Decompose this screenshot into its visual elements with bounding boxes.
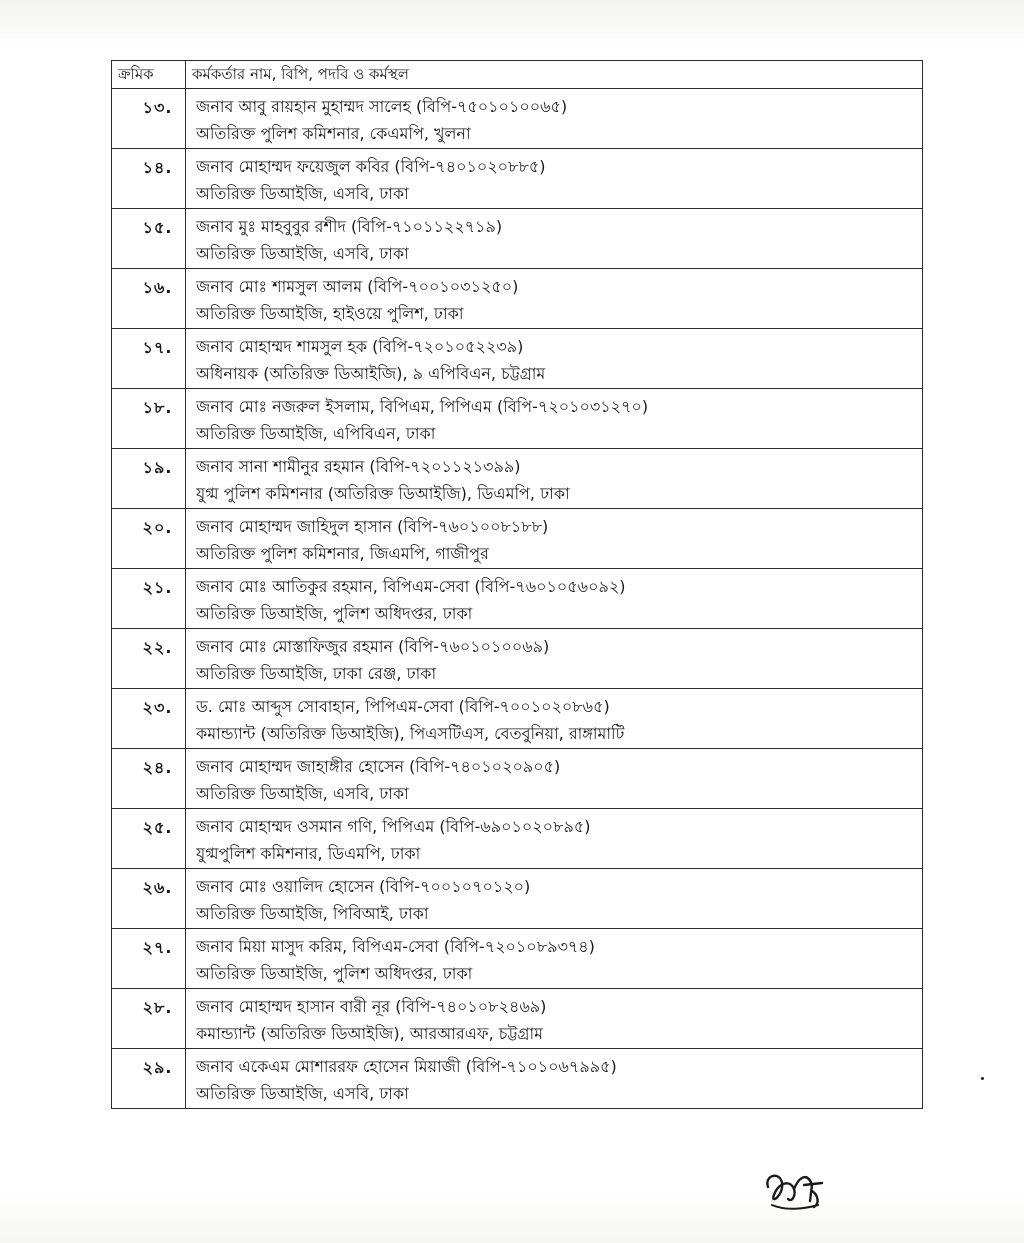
officer-post: অতিরিক্ত ডিআইজি, হাইওয়ে পুলিশ, ঢাকা xyxy=(196,304,464,323)
row-detail xyxy=(186,689,923,749)
officer-post: অতিরিক্ত ডিআইজি, পুলিশ অধিদপ্তর, ঢাকা xyxy=(196,604,473,623)
officer-post: অতিরিক্ত ডিআইজি, এসবি, ঢাকা xyxy=(196,184,409,203)
table-header-row xyxy=(112,61,923,89)
officer-post: অতিরিক্ত ডিআইজি, পুলিশ অধিদপ্তর, ঢাকা xyxy=(196,964,473,983)
officer-name: জনাব মোহাম্মদ শামসুল হক (বিপি-৭২০১০৫২২৩৯) xyxy=(196,337,524,356)
table-row xyxy=(112,329,923,389)
officer-list-table xyxy=(111,60,923,1109)
row-detail xyxy=(186,209,923,269)
row-detail xyxy=(186,269,923,329)
table-row xyxy=(112,1049,923,1109)
officer-name: ড. মোঃ আব্দুস সোবাহান, পিপিএম-সেবা (বিপি-৭০০১০২০৮৬৫) xyxy=(196,697,610,716)
row-serial: ২২. xyxy=(112,629,186,689)
table-row xyxy=(112,149,923,209)
row-detail xyxy=(186,989,923,1049)
officer-name: জনাব মোহাম্মদ জাহিদুল হাসান (বিপি-৭৬০১০০৮১৮৮) xyxy=(196,517,549,536)
officer-name: জনাব মোহাম্মদ ওসমান গণি, পিপিএম (বিপি-৬৯০১০২০৮৯৫) xyxy=(196,817,591,836)
row-serial: ১৮. xyxy=(112,389,186,449)
officer-name: জনাব মিয়া মাসুদ করিম, বিপিএম-সেবা (বিপি-৭২০১০৮৯৩৭৪) xyxy=(196,937,595,956)
handwritten-signature xyxy=(760,1165,830,1215)
row-serial: ২০. xyxy=(112,509,186,569)
header-detail: কর্মকর্তার নাম, বিপি, পদবি ও কর্মস্থল xyxy=(186,61,923,89)
row-detail xyxy=(186,749,923,809)
officer-name: জনাব সানা শামীনুর রহমান (বিপি-৭২০১১২১৩৯৯) xyxy=(196,457,521,476)
row-serial: ২৪. xyxy=(112,749,186,809)
officer-post: কমান্ড্যান্ট (অতিরিক্ত ডিআইজি), পিএসটিএস, বেতবুনিয়া, রাঙ্গামাটি xyxy=(196,724,625,743)
row-serial: ১৩. xyxy=(112,89,186,149)
table-row xyxy=(112,389,923,449)
row-detail xyxy=(186,509,923,569)
officer-name: জনাব মোঃ মোস্তাফিজুর রহমান (বিপি-৭৬০১০১০০৬৯) xyxy=(196,637,550,656)
row-serial: ২৩. xyxy=(112,689,186,749)
row-serial: ২১. xyxy=(112,569,186,629)
row-detail xyxy=(186,89,923,149)
officer-post: কমান্ড্যান্ট (অতিরিক্ত ডিআইজি), আরআরএফ, চট্টগ্রাম xyxy=(196,1024,543,1043)
row-serial: ২৮. xyxy=(112,989,186,1049)
table-row xyxy=(112,269,923,329)
row-serial: ১৭. xyxy=(112,329,186,389)
officer-name: জনাব আবু রায়হান মুহাম্মদ সালেহ (বিপি-৭৫০১০১০০৬৫) xyxy=(196,97,568,116)
table-row xyxy=(112,89,923,149)
header-serial: ক্রমিক xyxy=(112,61,186,89)
row-detail xyxy=(186,809,923,869)
table-row xyxy=(112,629,923,689)
row-detail xyxy=(186,149,923,209)
scan-speck xyxy=(981,1077,984,1080)
row-detail xyxy=(186,569,923,629)
officer-name: জনাব মোঃ নজরুল ইসলাম, বিপিএম, পিপিএম (বিপি-৭২০১০৩১২৭০) xyxy=(196,397,649,416)
officer-post: অধিনায়ক (অতিরিক্ত ডিআইজি), ৯ এপিবিএন, চট্টগ্রাম xyxy=(196,364,546,383)
officer-name: জনাব মোঃ শামসুল আলম (বিপি-৭০০১০৩১২৫০) xyxy=(196,277,519,296)
table-row xyxy=(112,449,923,509)
table-row xyxy=(112,569,923,629)
row-serial: ১৪. xyxy=(112,149,186,209)
row-serial: ২৭. xyxy=(112,929,186,989)
officer-name: জনাব মোঃ ওয়ালিদ হোসেন (বিপি-৭০০১০৭০১২০) xyxy=(196,877,531,896)
officer-post: অতিরিক্ত ডিআইজি, এসবি, ঢাকা xyxy=(196,784,409,803)
row-detail xyxy=(186,629,923,689)
row-detail xyxy=(186,389,923,449)
officer-post: অতিরিক্ত পুলিশ কমিশনার, জিএমপি, গাজীপুর xyxy=(196,544,489,563)
row-detail xyxy=(186,1049,923,1109)
row-serial: ২৬. xyxy=(112,869,186,929)
table-row xyxy=(112,509,923,569)
table-row xyxy=(112,989,923,1049)
officer-post: যুগ্মপুলিশ কমিশনার, ডিএমপি, ঢাকা xyxy=(196,844,421,863)
officer-post: অতিরিক্ত ডিআইজি, এপিবিএন, ঢাকা xyxy=(196,424,436,443)
row-serial: ১৫. xyxy=(112,209,186,269)
table-row xyxy=(112,209,923,269)
officer-name: জনাব মোহাম্মদ জাহাঙ্গীর হোসেন (বিপি-৭৪০১০২০৯০৫) xyxy=(196,757,561,776)
row-serial: ১৬. xyxy=(112,269,186,329)
table-body xyxy=(112,89,923,1109)
officer-post: অতিরিক্ত ডিআইজি, পিবিআই, ঢাকা xyxy=(196,904,429,923)
officer-post: অতিরিক্ত ডিআইজি, এসবি, ঢাকা xyxy=(196,244,409,263)
row-serial: ১৯. xyxy=(112,449,186,509)
table-row xyxy=(112,689,923,749)
officer-post: অতিরিক্ত পুলিশ কমিশনার, কেএমপি, খুলনা xyxy=(196,124,471,143)
officer-post: অতিরিক্ত ডিআইজি, এসবি, ঢাকা xyxy=(196,1084,409,1103)
officer-post: অতিরিক্ত ডিআইজি, ঢাকা রেঞ্জ, ঢাকা xyxy=(196,664,437,683)
table-row xyxy=(112,809,923,869)
row-serial: ২৯. xyxy=(112,1049,186,1109)
table-row xyxy=(112,929,923,989)
officer-name: জনাব মোহাম্মদ হাসান বারী নূর (বিপি-৭৪০১০৮২৪৬৯) xyxy=(196,997,547,1016)
officer-post: যুগ্ম পুলিশ কমিশনার (অতিরিক্ত ডিআইজি), ডিএমপি, ঢাকা xyxy=(196,484,570,503)
table-row xyxy=(112,869,923,929)
table-row xyxy=(112,749,923,809)
officer-name: জনাব মোঃ আতিকুর রহমান, বিপিএম-সেবা (বিপি-৭৬০১০৫৬০৯২) xyxy=(196,577,626,596)
officer-name: জনাব মোহাম্মদ ফয়েজুল কবির (বিপি-৭৪০১০২০৮৮৫) xyxy=(196,157,546,176)
row-detail xyxy=(186,869,923,929)
row-detail xyxy=(186,929,923,989)
officer-name: জনাব মুঃ মাহবুবুর রশীদ (বিপি-৭১০১১২২৭১৯) xyxy=(196,217,503,236)
officer-name: জনাব একেএম মোশাররফ হোসেন মিয়াজী (বিপি-৭১০১০৬৭৯৯৫) xyxy=(196,1057,617,1076)
row-serial: ২৫. xyxy=(112,809,186,869)
row-detail xyxy=(186,449,923,509)
row-detail xyxy=(186,329,923,389)
